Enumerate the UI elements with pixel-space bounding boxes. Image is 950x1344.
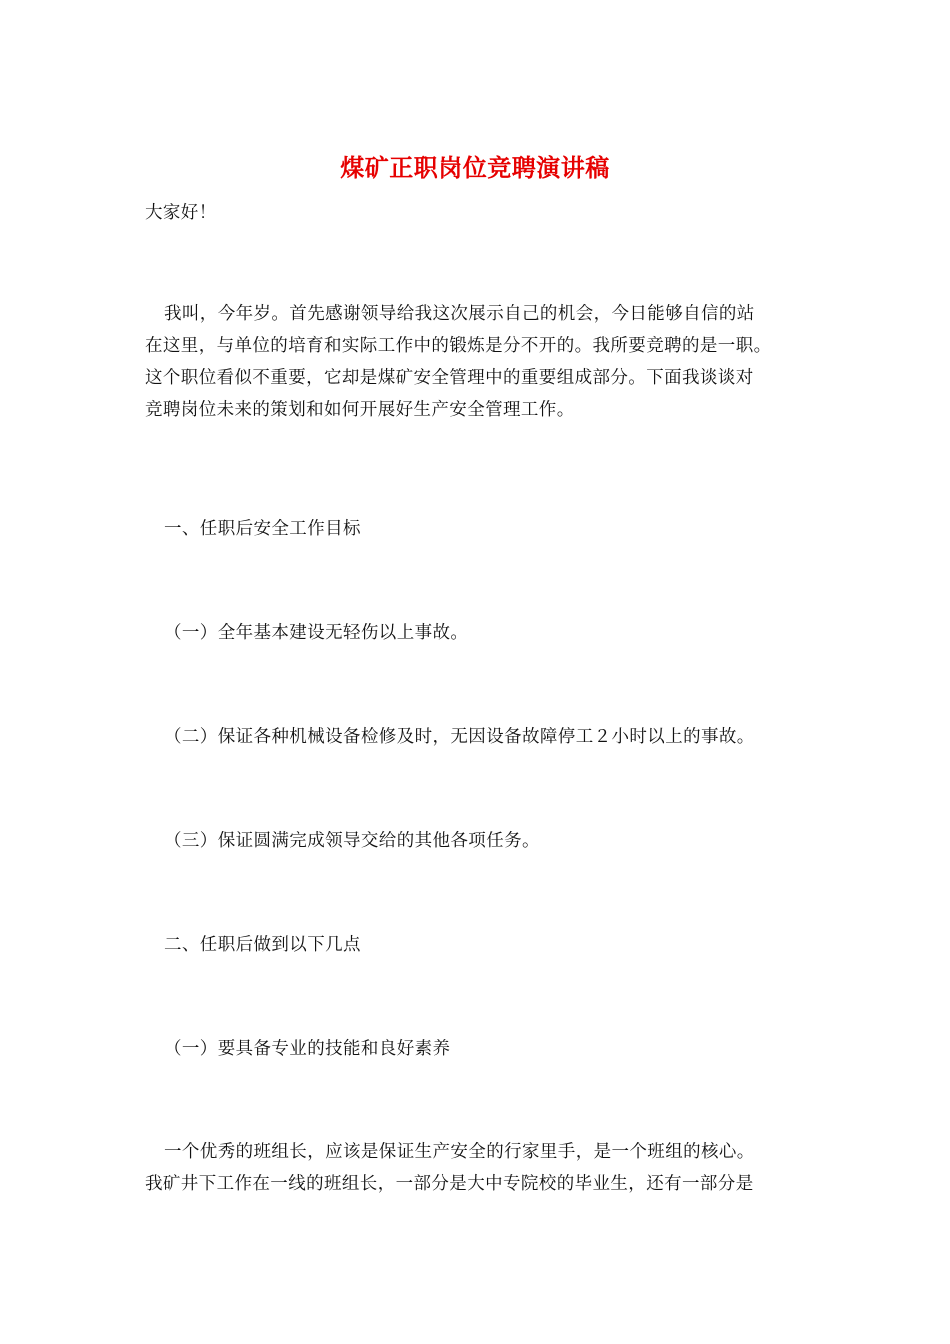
subheading: （一）要具备专业的技能和良好素养 — [164, 1039, 451, 1059]
paragraph-line: 这个职位看似不重要，它却是煤矿安全管理中的重要组成部分。下面我谈谈对 — [145, 368, 754, 388]
body-paragraph — [145, 1136, 805, 1200]
greeting: 大家好！ — [145, 203, 217, 223]
list-item: （二）保证各种机械设备检修及时，无因设备故障停工２小时以上的事故。 — [164, 727, 755, 747]
intro-paragraph — [145, 298, 805, 426]
list-item: （一）全年基本建设无轻伤以上事故。 — [164, 623, 469, 643]
section-heading-1: 一、任职后安全工作目标 — [164, 519, 361, 539]
paragraph-line: 竞聘岗位未来的策划和如何开展好生产安全管理工作。 — [145, 400, 575, 420]
document-title: 煤矿正职岗位竞聘演讲稿 — [340, 153, 610, 182]
list-item: （三）保证圆满完成领导交给的其他各项任务。 — [164, 831, 540, 851]
section-heading-2: 二、任职后做到以下几点 — [164, 935, 361, 955]
paragraph-line: 在这里，与单位的培育和实际工作中的锻炼是分不开的。我所要竞聘的是一职。 — [145, 336, 772, 356]
paragraph-line: 我叫，今年岁。首先感谢领导给我这次展示自己的机会，今日能够自信的站 — [164, 304, 755, 324]
paragraph-line: 我矿井下工作在一线的班组长，一部分是大中专院校的毕业生，还有一部分是 — [145, 1174, 754, 1194]
paragraph-line: 一个优秀的班组长，应该是保证生产安全的行家里手，是一个班组的核心。 — [164, 1142, 755, 1162]
